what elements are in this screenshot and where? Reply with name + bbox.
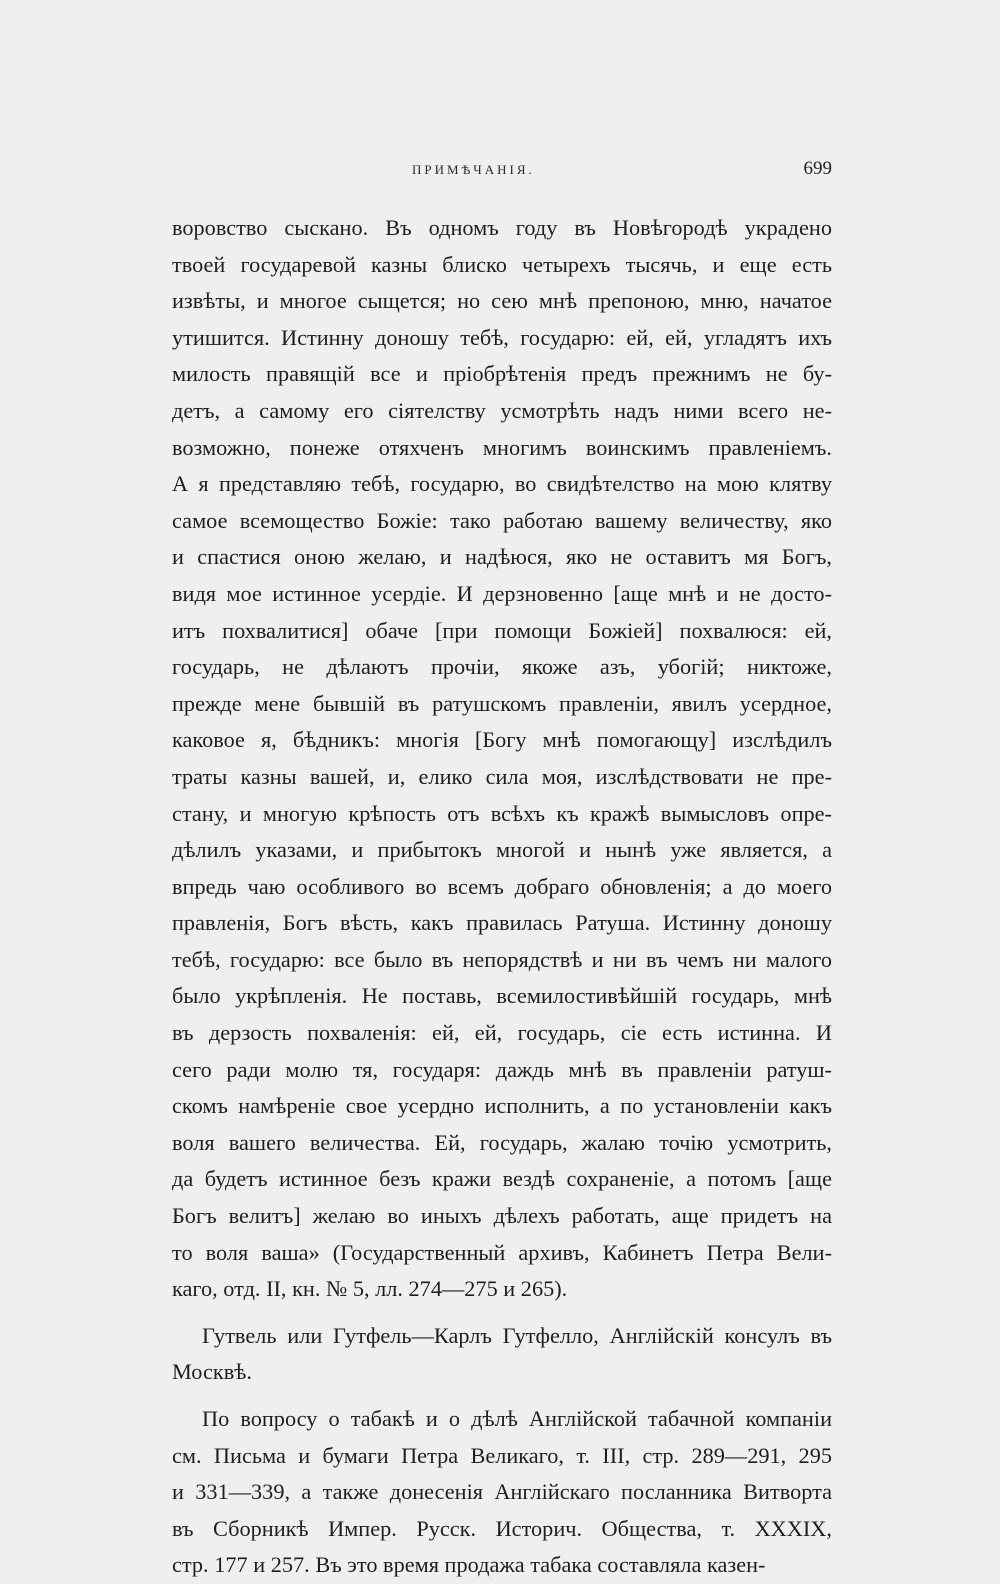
text-line: сего ради молю тя, государя: даждь мнѣ въ правленіи ратуш- [172,1056,832,1082]
text-line: По вопросу о табакѣ и о дѣлѣ Англійской табачной компаніи [202,1406,832,1431]
running-head: ПРИМѢЧАНІЯ. [412,162,535,177]
text-line: стр. 177 и 257. Въ это время продажа табака составляла казен- [172,1552,766,1578]
text-line: прежде мене бывшій въ ратушскомъ правленіи, явилъ усердное, [172,690,832,716]
text-line: извѣты, и многое сыщется; но сею мнѣ препоною, мню, начатое [172,288,832,314]
text-line: А я представляю тебѣ, государю, во свидѣтелство на мою клятву [172,471,832,497]
text-line: см. Письма и бумаги Петра Великаго, т. III, стр. 289—291, 295 [172,1442,832,1468]
paragraph-gap [172,1391,832,1401]
text-line: милость правящій все и пріобрѣтенія предъ прежнимъ не бу- [172,361,832,387]
text-line: видя мое истинное усердіе. И дерзновенно [аще мнѣ и не досто- [172,580,832,606]
paragraph [172,1318,832,1391]
text-line: воля вашего величества. Ей, государь, жалаю точію усмотрить, [172,1129,832,1155]
text-line: детъ, а самому его сіятелству усмотрѣть надъ ними всего не- [172,397,832,423]
text-line: и спастися оною желаю, и надѣюся, яко не оставитъ мя Богъ, [172,544,832,570]
text-line: дѣлилъ указами, и прибытокъ многой и нынѣ уже является, а [172,837,832,863]
text-line: воровство сыскано. Въ одномъ году въ Новѣгородѣ украдено [172,215,832,240]
text-line: въ дерзость похваленія: ей, ей, государь, сіе есть истинна. И [172,1020,832,1046]
paragraph [172,210,832,1308]
text-line: Гутвель или Гутфель—Карлъ Гутфелло, Англійскій консулъ въ [202,1322,832,1348]
text-line: каго, отд. II, кн. № 5, лл. 274—275 и 265). [172,1276,568,1302]
text-line: возможно, понеже отяхченъ многимъ воинскимъ правленіемъ. [172,434,832,460]
text-line: стану, и многую крѣпость отъ всѣхъ къ кражѣ вымысловъ опре- [172,800,832,826]
text-line: да будетъ истинное безъ кражи вездѣ сохраненіе, а потомъ [аще [172,1166,832,1192]
text-line: утишится. Истинну доношу тебѣ, государю: ей, ей, угладятъ ихъ [172,324,832,350]
text-line: въ Сборникѣ Импер. Русск. Историч. Общества, т. XXXIX, [172,1515,832,1541]
paragraph [172,1401,832,1584]
text-line: скомъ намѣреніе свое усердно исполнить, а по установленіи какъ [172,1093,832,1119]
text-line: и 331—339, а также донесенія Англійскаго посланника Витворта [172,1479,832,1505]
body-text [172,210,832,1584]
text-line: твоей государевой казны блиско четырехъ тысячь, и еще есть [172,251,832,277]
text-line: каковое я, бѣдникъ: многія [Богу мнѣ помогающу] изслѣдилъ [172,727,832,753]
text-line: то воля ваша» (Государственный архивъ, Кабинетъ Петра Вели- [172,1239,832,1265]
text-line: траты казны вашей, и, елико сила моя, изслѣдствовати не пре- [172,763,832,789]
text-line: правленія, Богъ вѣсть, какъ правилась Ратуша. Истинну доношу [172,910,832,936]
text-line: государь, не дѣлаютъ прочіи, якоже азъ, убогій; никтоже, [172,654,832,680]
text-line: итъ похвалитися] обаче [при помощи Божіей] похвалюся: ей, [172,617,832,643]
text-line: впредь чаю особливого во всемъ добраго обновленія; а до моего [172,873,832,899]
text-line: Богъ велитъ] желаю во иныхъ дѣлехъ работать, аще придетъ на [172,1203,832,1229]
text-line: тебѣ, государю: все было въ непорядствѣ и ни въ чемъ ни малого [172,946,832,972]
text-line: было укрѣпленія. Не поставь, всемилостивѣйшій государь, мнѣ [172,983,832,1009]
page-number: 699 [803,158,832,179]
page-header [172,158,832,188]
text-line: Москвѣ. [172,1359,252,1385]
paragraph-gap [172,1308,832,1318]
text-line: самое всемоществo Божіе: тако работаю вашему величеству, яко [172,507,832,533]
